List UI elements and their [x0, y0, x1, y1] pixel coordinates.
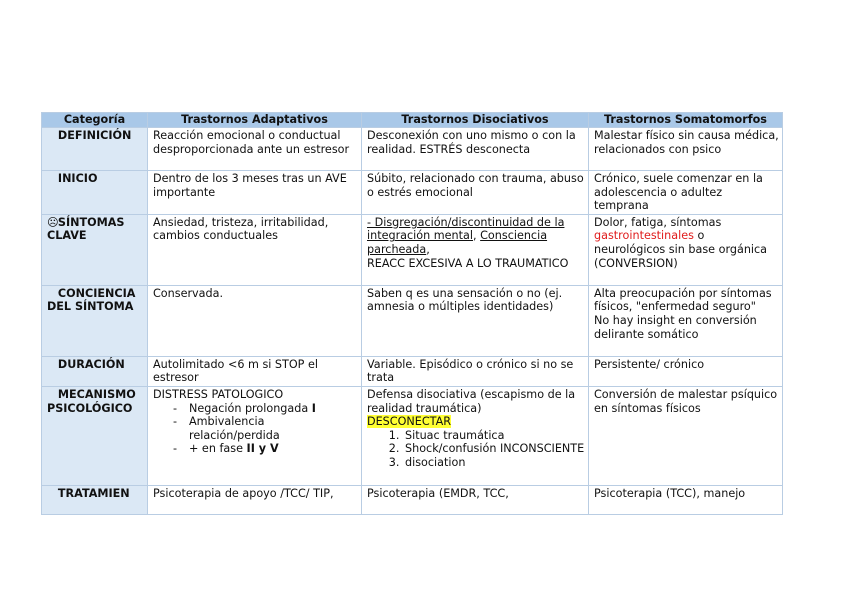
header-disociativos: Trastornos Disociativos: [362, 113, 589, 128]
category-cell: [42, 356, 148, 386]
table-row: [42, 128, 783, 171]
red-text: gastrointestinales: [594, 229, 694, 243]
category-cell: [42, 485, 148, 514]
cell-line: Defensa disociativa (escapismo de la realidad traumática): [367, 387, 576, 415]
cell-disociativos: [362, 214, 589, 285]
cell-adaptativos: Reacción emocional o conductual desproporcionada ante un estresor: [148, 128, 362, 171]
cell-disociativos: Desconexión con uno mismo o con la realidad. ESTRÉS desconecta: [362, 128, 589, 171]
underlined-text: - Disgregación/discontinuidad de la integración mental: [367, 215, 565, 243]
separator-text: ,: [473, 229, 481, 243]
cell-somatomorfos: Psicoterapia (TCC), manejo: [589, 485, 783, 514]
list-item: [167, 402, 358, 416]
cell-line: DISTRESS PATOLOGICO: [153, 387, 284, 401]
list-item: 1. Situac traumática: [403, 429, 585, 443]
text-run: o neurológicos sin base orgánica (CONVERSION): [594, 229, 768, 270]
comparison-table: [41, 112, 783, 515]
list-item: - Ambivalencia relación/perdida: [167, 415, 358, 442]
header-adaptativos: Trastornos Adaptativos: [148, 113, 362, 128]
table-row: [42, 285, 783, 356]
cell-disociativos: Saben q es una sensación o no (ej. amnesia o múltiples identidades): [362, 285, 589, 356]
category-label: TRATAMIEN: [57, 486, 130, 500]
category-label: DEFINICIÓN: [57, 129, 132, 142]
category-label: DURACIÓN: [57, 357, 125, 371]
category-cell: [42, 128, 148, 171]
text-run: Dolor, fatiga, síntomas: [594, 215, 722, 229]
cell-line: Alta preocupación por síntomas físicos, "enfermedad seguro": [594, 286, 772, 314]
cell-adaptativos: Conservada.: [148, 285, 362, 356]
category-label: INICIO: [57, 172, 98, 185]
table-row: [42, 386, 783, 485]
category-cell: [42, 214, 148, 285]
cell-adaptativos: [148, 386, 362, 485]
category-cell: [42, 285, 148, 356]
cell-somatomorfos: Persistente/ crónico: [589, 356, 783, 386]
bold-text: II y V: [246, 442, 279, 456]
category-cell: [42, 171, 148, 215]
category-label: CONCIENCIA DEL SÍNTOMA: [47, 286, 136, 314]
cell-somatomorfos: Conversión de malestar psíquico en síntomas físicos: [589, 386, 783, 485]
category-label: MECANISMO PSICOLÓGICO: [47, 387, 136, 415]
list-item: 3. disociation: [403, 456, 585, 470]
text-run: + en fase: [189, 442, 247, 456]
table-row: [42, 214, 783, 285]
cell-adaptativos: Psicoterapia de apoyo /TCC/ TIP,: [148, 485, 362, 514]
list-item: 2. Shock/confusión INCONSCIENTE: [403, 442, 585, 456]
table-row: [42, 171, 783, 215]
category-cell: [42, 386, 148, 485]
cell-somatomorfos: [589, 214, 783, 285]
bold-text: I: [311, 401, 316, 415]
table-header-row: [42, 113, 783, 128]
highlighted-text: DESCONECTAR: [367, 415, 452, 429]
cell-disociativos: Variable. Episódico o crónico si no se trata: [362, 356, 589, 386]
category-label: SÍNTOMAS CLAVE: [47, 215, 125, 243]
cell-adaptativos: Autolimitado <6 m si STOP el estresor: [148, 356, 362, 386]
cell-disociativos: Psicoterapia (EMDR, TCC,: [362, 485, 589, 514]
cell-disociativos: Súbito, relacionado con trauma, abuso o estrés emocional: [362, 171, 589, 215]
header-somatomorfos: Trastornos Somatomorfos: [589, 113, 783, 128]
header-category: Categoría: [42, 113, 148, 128]
cell-line: No hay insight en conversión delirante somático: [594, 313, 757, 341]
table-row: [42, 485, 783, 514]
cell-adaptativos: Ansiedad, tristeza, irritabilidad, cambios conductuales: [148, 214, 362, 285]
list-item: [167, 442, 358, 456]
dash-list: [153, 402, 358, 456]
cell-disociativos: [362, 386, 589, 485]
cell-somatomorfos: Crónico, suele comenzar en la adolescencia o adultez temprana: [589, 171, 783, 215]
text-run: Negación prolongada: [189, 401, 312, 415]
sad-face-icon: ☹: [47, 215, 59, 229]
cell-adaptativos: Dentro de los 3 meses tras un AVE importante: [148, 171, 362, 215]
underlined-text: Consciencia parcheada: [367, 229, 548, 256]
comma-text: ,: [426, 242, 430, 256]
table-row: [42, 356, 783, 386]
cell-somatomorfos: Malestar físico sin causa médica, relacionados con psico: [589, 128, 783, 171]
cell-line: REACC EXCESIVA A LO TRAUMATICO: [367, 256, 569, 270]
cell-somatomorfos: [589, 285, 783, 356]
numbered-list: [367, 429, 585, 470]
